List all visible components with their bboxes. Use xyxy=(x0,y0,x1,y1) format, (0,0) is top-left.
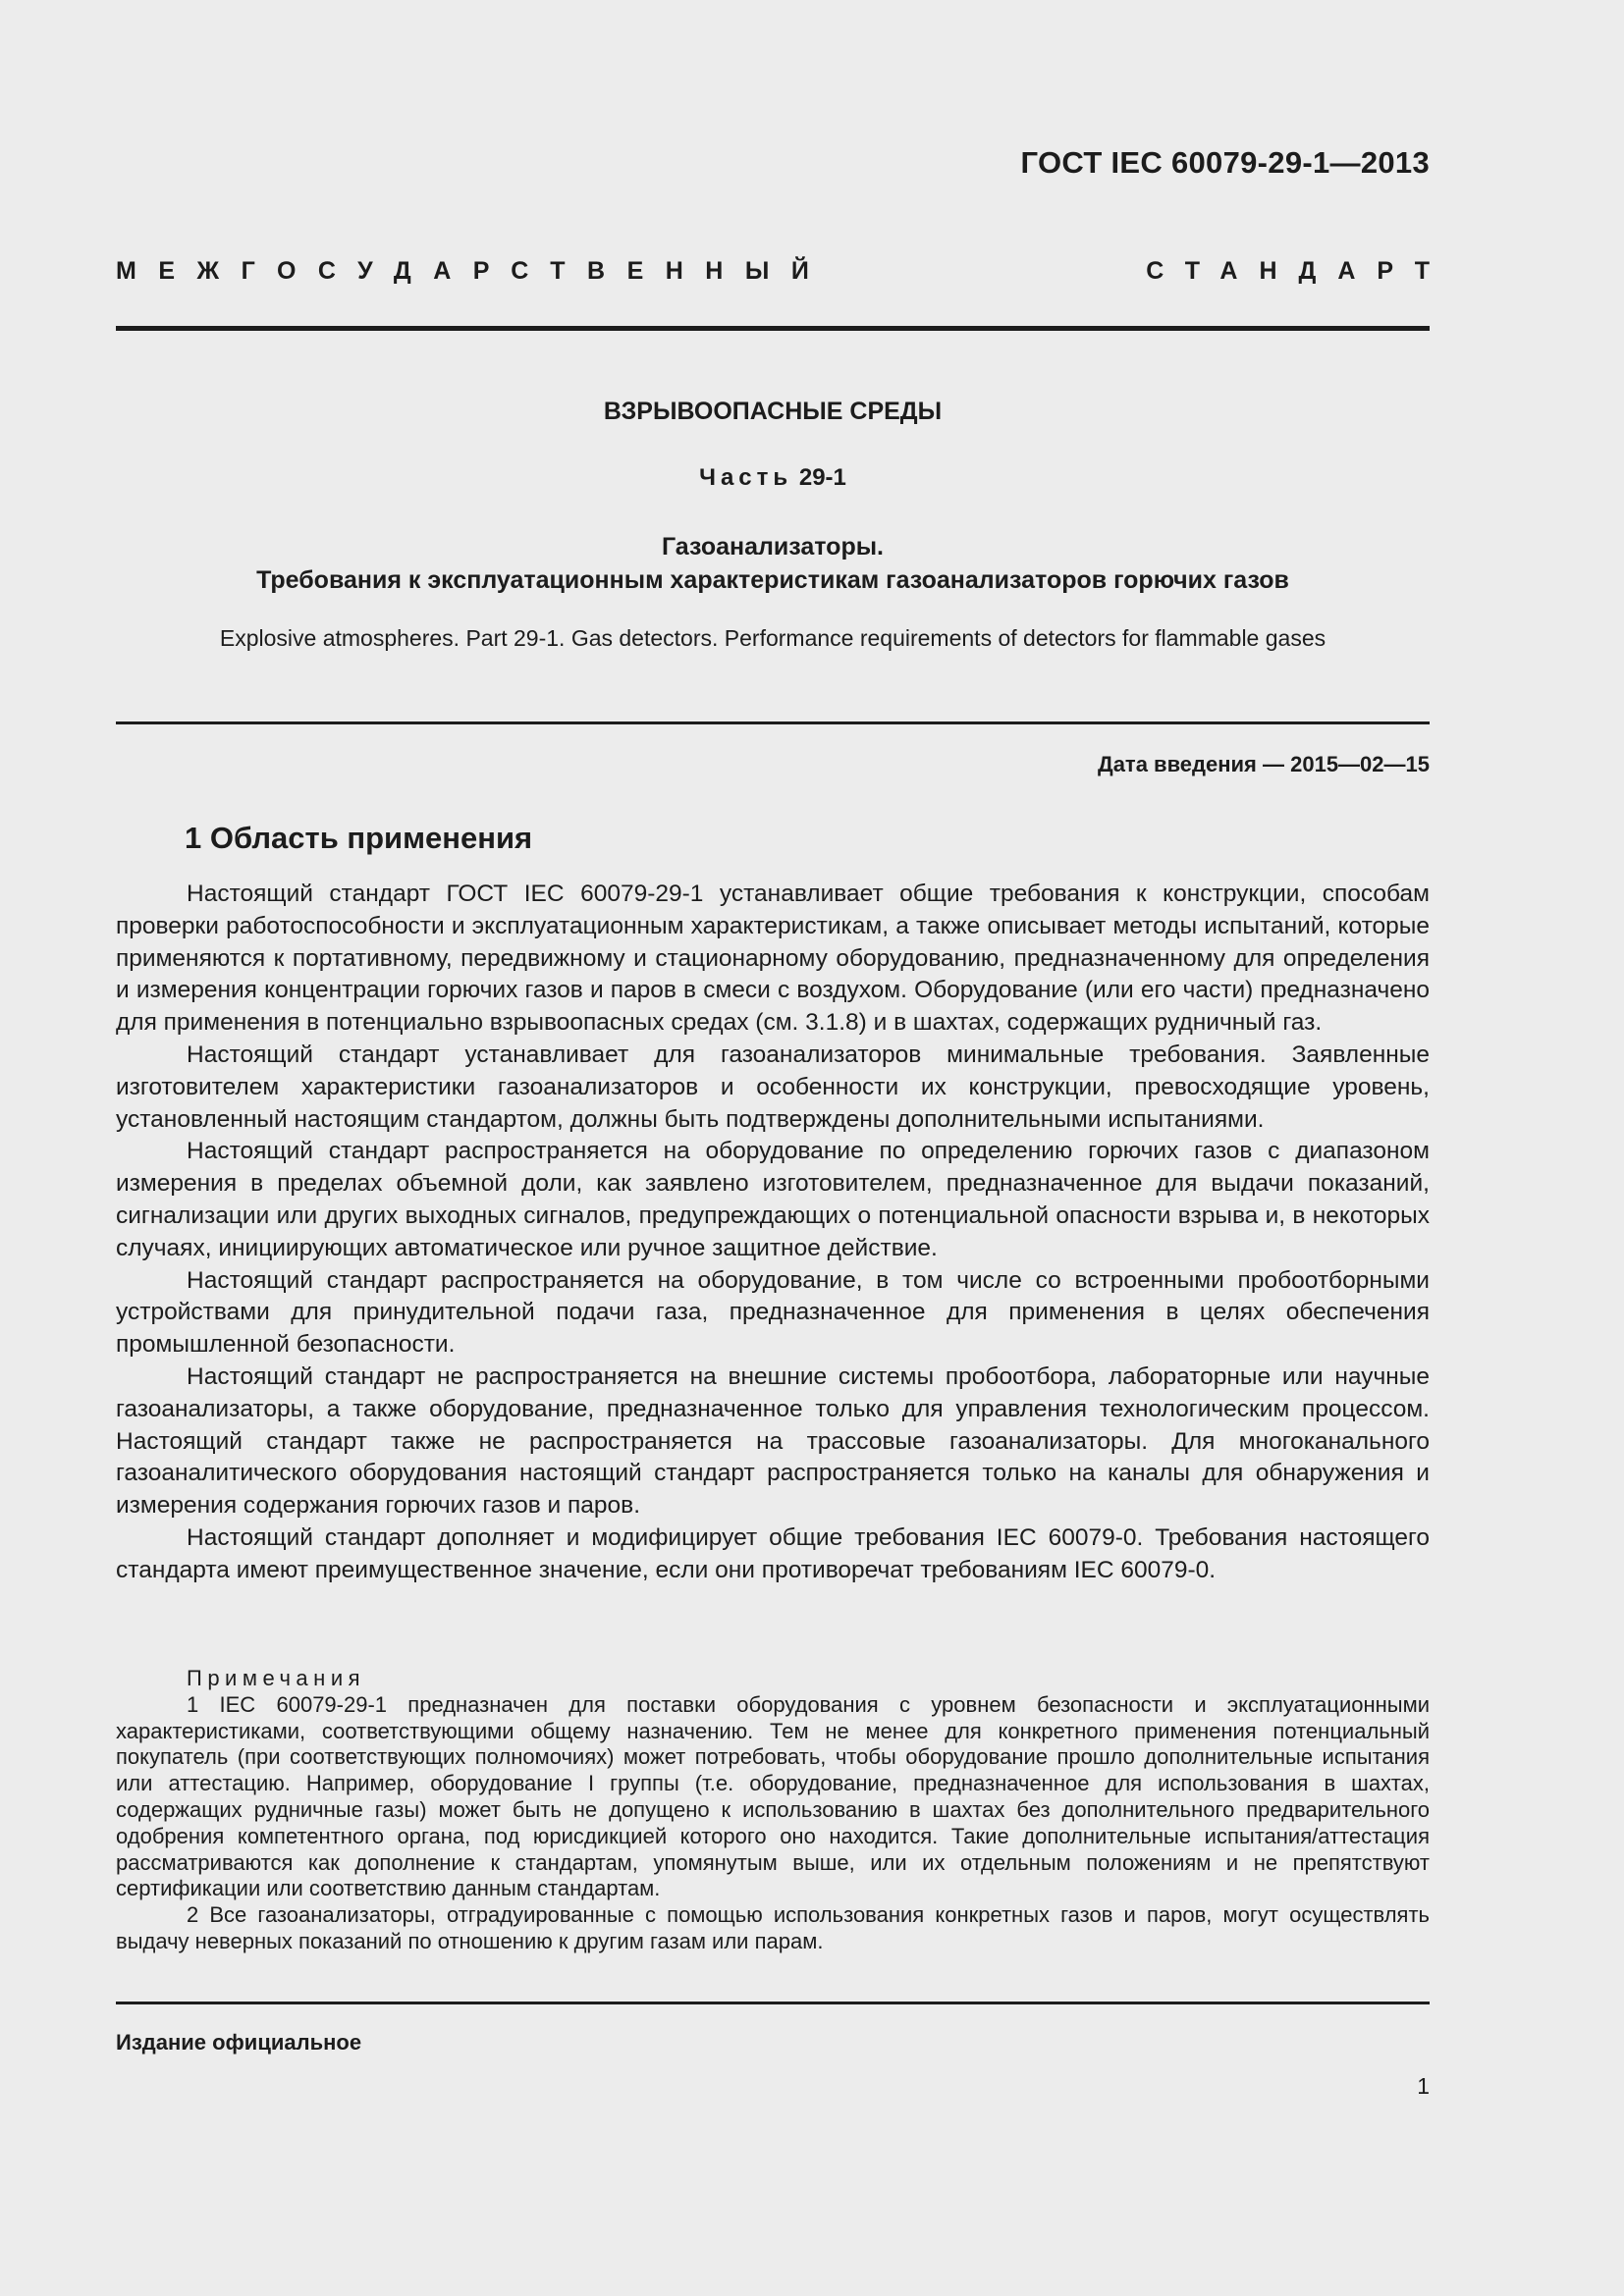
note-item-1: 1 IEC 60079-29-1 предназначен для поставки оборудования с уровнем безопасности и эксплуатационными характеристиками, соответствующими общему назначению. Тем не менее для конкретного применения потенциальный покупатель (при соответствующих полномочиях) может потребовать, чтобы оборудование прошло дополнительные испытания или аттестацию. Например, оборудование I группы (т.е. оборудование, предназначенное для использования в шахтах, содержащих рудничные газы) может быть не допущено к использованию в шахтах без дополнительного предварительного одобрения компетентного органа, под юрисдикцией которого оно находится. Такие дополнительные испытания/аттестация рассматриваются как дополнение к стандартам, упомянутым выше, или их отдельным положениям и не препятствуют сертификации или соответствию данным стандартам. xyxy=(116,1691,1430,1901)
subtitle-line-2: Требования к эксплуатационным характеристикам газоанализаторов горючих газов xyxy=(256,566,1289,594)
section-title: 1 Область применения xyxy=(185,821,533,855)
document-number: ГОСТ IEC 60079-29-1—2013 xyxy=(1020,145,1430,180)
part-number: 29-1 xyxy=(798,464,846,491)
notes-heading: Примечания xyxy=(187,1666,366,1690)
document-title: ВЗРЫВООПАСНЫЕ СРЕДЫ xyxy=(603,398,943,425)
subtitle-line-1: Газоанализаторы. xyxy=(661,533,885,561)
footer-divider xyxy=(116,2002,1430,2004)
standard-type-word1: МЕЖГОСУДАРСТВЕННЫЙ xyxy=(116,257,832,285)
note-item-2: 2 Все газоанализаторы, отградуированные с помощью использования конкретных газов и паров, могут осуществлять выдачу неверных показаний по отношению к другим газам или парам. xyxy=(116,1902,1430,1953)
title-divider xyxy=(116,721,1430,724)
body-paragraph-3: Настоящий стандарт распространяется на оборудование по определению горючих газов с диапазоном измерения в пределах объемной доли, как заявлено изготовителем, предназначенное для выдачи показаний, сигнализации или других выходных сигналов, предупреждающих о потенциальной опасности взрыва и, в некоторых случаях, инициирующих автоматическое или ручное защитное действие. xyxy=(116,1138,1430,1261)
standard-type-heading xyxy=(116,257,1451,286)
body-paragraph-2: Настоящий стандарт устанавливает для газоанализаторов минимальные требования. Заявленные изготовителем характеристики газоанализаторов и особенности их конструкции, превосходящие уровень, установленный настоящим стандартом, должны быть подтверждены дополнительными испытаниями. xyxy=(116,1041,1430,1133)
standard-type-word2: СТАНДАРТ xyxy=(1146,257,1451,285)
document-part xyxy=(116,464,1430,492)
body-paragraph-4: Настоящий стандарт распространяется на оборудование, в том числе со встроенными пробоотборными устройствами для принудительной подачи газа, предназначенное для применения в целях обеспечения промышленной безопасности. xyxy=(116,1266,1430,1359)
edition-label: Издание официальное xyxy=(116,2030,362,2055)
part-label: Часть xyxy=(699,464,793,491)
body-paragraph-5: Настоящий стандарт не распространяется на внешние системы пробоотбора, лабораторные или научные газоанализаторы, а также оборудование, предназначенное только для управления технологическим процессом. Настоящий стандарт также не распространяется на трассовые газоанализаторы. Для многоканального газоаналитического оборудования настоящий стандарт распространяется только на каналы для обнаружения и измерения содержания горючих газов и паров. xyxy=(116,1362,1430,1520)
header-divider xyxy=(116,326,1430,331)
body-paragraph-6: Настоящий стандарт дополняет и модифицирует общие требования IEC 60079-0. Требования настоящего стандарта имеют преимущественное значение, если они противоречат требованиям IEC 60079-0. xyxy=(116,1523,1430,1583)
page-number: 1 xyxy=(1417,2073,1430,2099)
body-paragraph-1: Настоящий стандарт ГОСТ IEC 60079-29-1 устанавливает общие требования к конструкции, способам проверки работоспособности и эксплуатационным характеристикам, а также описывает методы испытаний, которые применяются к портативному, передвижному и стационарному оборудованию, предназначенному для определения и измерения концентрации горючих газов и паров в смеси с воздухом. Оборудование (или его части) предназначено для применения в потенциально взрывоопасных средах (см. 3.1.8) и в шахтах, содержащих рудничный газ. xyxy=(116,881,1430,1037)
document-subtitle xyxy=(116,530,1430,597)
notes-block xyxy=(116,1666,1430,1955)
introduction-date: Дата введения — 2015—02—15 xyxy=(1098,752,1430,776)
section-body xyxy=(116,879,1430,1587)
english-title: Explosive atmospheres. Part 29-1. Gas detectors. Performance requirements of detectors for flammable gases xyxy=(219,625,1326,651)
